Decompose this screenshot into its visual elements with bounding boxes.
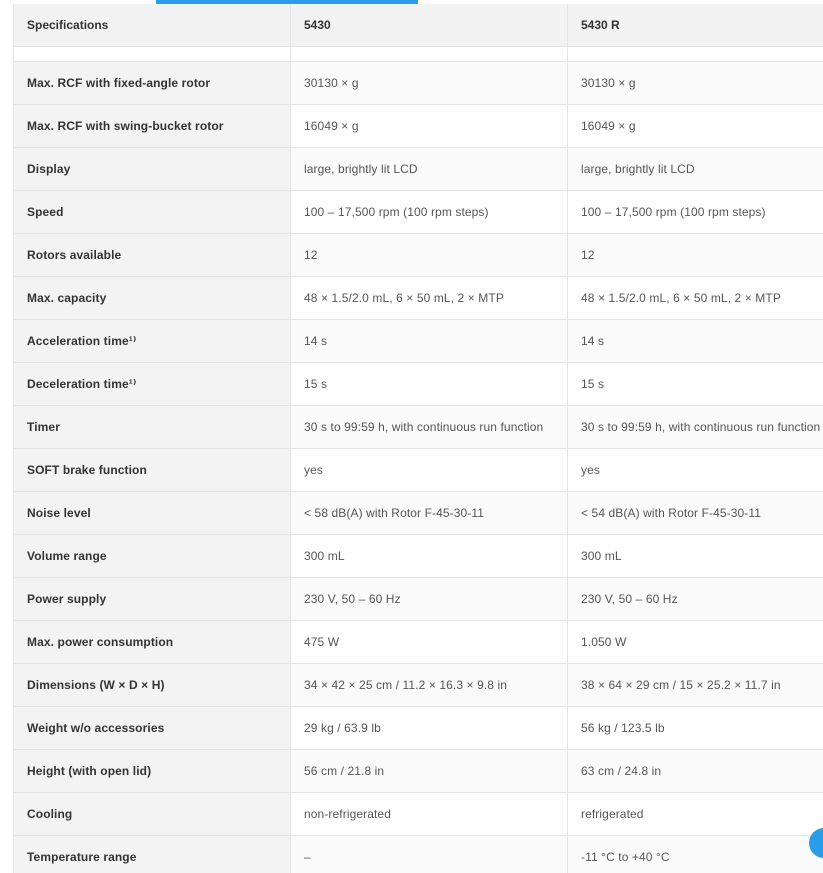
row-label: Dimensions (W × D × H) (14, 663, 291, 706)
row-value-5430r: 38 × 64 × 29 cm / 15 × 25.2 × 11.7 in (568, 663, 823, 706)
row-label: Max. RCF with fixed-angle rotor (14, 61, 291, 104)
row-value-5430r: 63 cm / 24.8 in (568, 749, 823, 792)
row-value-5430r: -11 °C to +40 °C (568, 835, 823, 873)
row-value-5430r: 30 s to 99:59 h, with continuous run function (568, 405, 823, 448)
row-value-5430r: 100 – 17,500 rpm (100 rpm steps) (568, 190, 823, 233)
row-value-5430r: 16049 × g (568, 104, 823, 147)
row-value-5430: 475 W (291, 620, 568, 663)
table-row (14, 190, 823, 233)
row-label: Speed (14, 190, 291, 233)
row-value-5430r: large, brightly lit LCD (568, 147, 823, 190)
row-value-5430: 30130 × g (291, 61, 568, 104)
row-label: Max. power consumption (14, 620, 291, 663)
table-row (14, 319, 823, 362)
row-label: Deceleration time¹⁾ (14, 362, 291, 405)
row-value-5430r: 300 mL (568, 534, 823, 577)
row-label: Volume range (14, 534, 291, 577)
table-row (14, 835, 823, 873)
row-value-5430r: 1.050 W (568, 620, 823, 663)
row-label: Height (with open lid) (14, 749, 291, 792)
table-row (14, 706, 823, 749)
table-row (14, 491, 823, 534)
table-row (14, 61, 823, 104)
row-value-5430r: refrigerated (568, 792, 823, 835)
table-row (14, 577, 823, 620)
table-row (14, 276, 823, 319)
header-model-5430r: 5430 R (568, 4, 823, 46)
table-spacer-row (14, 46, 823, 61)
row-value-5430: 29 kg / 63.9 lb (291, 706, 568, 749)
table-row (14, 663, 823, 706)
row-value-5430: 15 s (291, 362, 568, 405)
row-label: Power supply (14, 577, 291, 620)
header-specifications: Specifications (14, 4, 291, 46)
row-value-5430r: 56 kg / 123.5 lb (568, 706, 823, 749)
row-value-5430: yes (291, 448, 568, 491)
table-row (14, 620, 823, 663)
table-row (14, 792, 823, 835)
row-label: Temperature range (14, 835, 291, 873)
row-value-5430r: < 54 dB(A) with Rotor F-45-30-11 (568, 491, 823, 534)
row-label: Noise level (14, 491, 291, 534)
row-label: Acceleration time¹⁾ (14, 319, 291, 362)
row-value-5430: 12 (291, 233, 568, 276)
row-label: Rotors available (14, 233, 291, 276)
row-label: Cooling (14, 792, 291, 835)
table-row (14, 147, 823, 190)
row-label: Weight w/o accessories (14, 706, 291, 749)
row-label: Timer (14, 405, 291, 448)
row-value-5430: – (291, 835, 568, 873)
specifications-table (13, 4, 823, 873)
row-value-5430r: 15 s (568, 362, 823, 405)
row-value-5430r: 14 s (568, 319, 823, 362)
row-value-5430r: 30130 × g (568, 61, 823, 104)
table-row (14, 362, 823, 405)
row-value-5430: large, brightly lit LCD (291, 147, 568, 190)
row-value-5430r: 230 V, 50 – 60 Hz (568, 577, 823, 620)
row-value-5430: 30 s to 99:59 h, with continuous run function (291, 405, 568, 448)
table-row (14, 534, 823, 577)
table-header-row (14, 4, 823, 46)
row-value-5430r: 12 (568, 233, 823, 276)
row-label: Max. capacity (14, 276, 291, 319)
table-row (14, 749, 823, 792)
row-label: Max. RCF with swing-bucket rotor (14, 104, 291, 147)
row-value-5430: 14 s (291, 319, 568, 362)
active-tab-indicator (156, 0, 418, 4)
header-model-5430: 5430 (291, 4, 568, 46)
row-value-5430r: yes (568, 448, 823, 491)
row-label: Display (14, 147, 291, 190)
table-row (14, 448, 823, 491)
row-value-5430r: 48 × 1.5/2.0 mL, 6 × 50 mL, 2 × MTP (568, 276, 823, 319)
row-label: SOFT brake function (14, 448, 291, 491)
table-row (14, 233, 823, 276)
row-value-5430: 230 V, 50 – 60 Hz (291, 577, 568, 620)
table-row (14, 104, 823, 147)
row-value-5430: 100 – 17,500 rpm (100 rpm steps) (291, 190, 568, 233)
row-value-5430: 56 cm / 21.8 in (291, 749, 568, 792)
row-value-5430: < 58 dB(A) with Rotor F-45-30-11 (291, 491, 568, 534)
row-value-5430: 48 × 1.5/2.0 mL, 6 × 50 mL, 2 × MTP (291, 276, 568, 319)
row-value-5430: 300 mL (291, 534, 568, 577)
table-row (14, 405, 823, 448)
row-value-5430: 16049 × g (291, 104, 568, 147)
row-value-5430: 34 × 42 × 25 cm / 11.2 × 16.3 × 9.8 in (291, 663, 568, 706)
row-value-5430: non-refrigerated (291, 792, 568, 835)
